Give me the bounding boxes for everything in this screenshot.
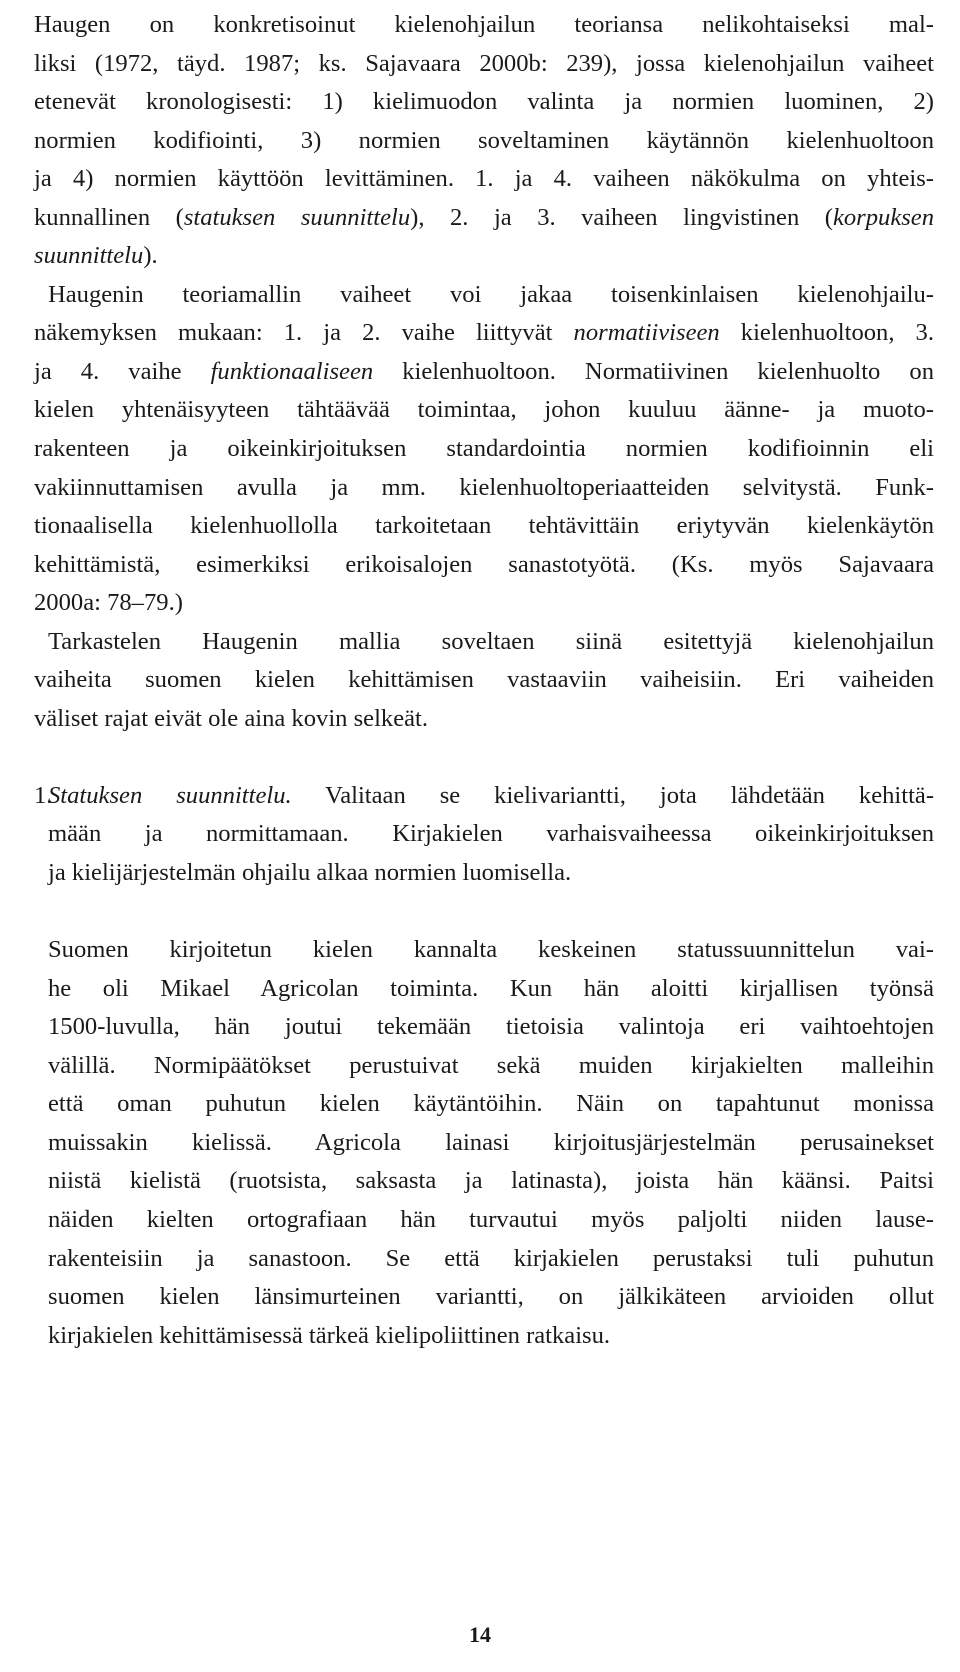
text-line: Suomen kirjoitetun kielen kannalta keskeinen statussuunnittelun vai- — [48, 936, 934, 964]
text-line — [34, 199, 934, 238]
text-line: 1500-luvulla, hän joutui tekemään tietoisia valintoja eri vaihtoehtojen — [48, 1013, 934, 1041]
italic-term: suunnittelu — [34, 242, 144, 270]
text-line: mään ja normittamaan. Kirjakielen varhaisvaiheessa oikeinkirjoituksen — [48, 820, 934, 848]
italic-term: normatiiviseen — [573, 319, 720, 347]
text-line: normien kodifiointi, 3) normien soveltaminen käytännön kielenhuoltoon — [34, 126, 934, 154]
text-line: rakenteisiin ja sanastoon. Se että kirjakielen perustaksi tuli puhutun — [48, 1244, 934, 1272]
text-line: muissakin kielissä. Agricola lainasi kirjoitusjärjestelmän perusainekset — [48, 1128, 934, 1156]
text-run: ). — [143, 242, 158, 270]
text-line: suomen kielen länsimurteinen variantti, on jälkikäteen arvioiden ollut — [48, 1283, 934, 1311]
text-line: väliset rajat eivät ole aina kovin selkeät. — [34, 704, 429, 732]
text-run: ), 2. ja 3. vaiheen lingvistinen ( — [410, 203, 833, 231]
text-line — [34, 353, 934, 392]
text-line: liksi (1972, täyd. 1987; ks. Sajavaara 2000b: 239), jossa kielenohjailun vaiheet — [34, 49, 934, 77]
text-line: niistä kielistä (ruotsista, saksasta ja latinasta), joista hän käänsi. Paitsi — [48, 1167, 934, 1195]
italic-term: korpuksen — [832, 203, 935, 231]
text-line: Haugen on konkretisoinut kielenohjailun teoriansa nelikohtaiseksi mal- — [34, 11, 934, 38]
text-run: ja 4. vaihe — [34, 357, 211, 385]
italic-term: statuksen suunnittelu — [183, 203, 411, 231]
paragraph-normative-functional — [34, 276, 934, 623]
blank-line — [34, 893, 934, 932]
text-line: 2000a: 78–79.) — [34, 589, 183, 617]
text-line: he oli Mikael Agricolan toiminta. Kun hän aloitti kirjallisen työnsä — [48, 974, 934, 1002]
text-line: etenevät kronologisesti: 1) kielimuodon valinta ja normien luominen, 2) — [34, 88, 934, 116]
page-body — [34, 6, 934, 1355]
paragraph-haugen-model — [34, 6, 934, 276]
paragraph-application — [34, 623, 934, 739]
text-line: Tarkastelen Haugenin mallia soveltaen siinä esitettyjä kielenohjailun — [48, 627, 934, 655]
italic-term: funktionaaliseen — [210, 357, 374, 385]
text-run: Valitaan se kielivariantti, jota lähdetään kehittä- — [291, 781, 935, 809]
text-run: kunnallinen ( — [34, 203, 184, 231]
text-line: että oman puhutun kielen käytäntöihin. Näin on tapahtunut monissa — [48, 1090, 934, 1118]
text-line: välillä. Normipäätökset perustuivat sekä muiden kirjakielten malleihin — [48, 1051, 934, 1079]
blank-line — [34, 738, 934, 777]
text-line: vaiheita suomen kielen kehittämisen vastaaviin vaiheisiin. Eri vaiheiden — [34, 666, 934, 694]
text-line — [34, 314, 934, 353]
text-line: kirjakielen kehittämisessä tärkeä kielipoliittinen ratkaisu. — [48, 1321, 611, 1349]
paragraph-agricola — [34, 931, 934, 1355]
text-line — [34, 777, 934, 816]
text-line: kehittämistä, esimerkiksi erikoisalojen sanastotyötä. (Ks. myös Sajavaara — [34, 550, 934, 578]
text-line: ja kielijärjestelmän ohjailu alkaa normien luomisella. — [48, 859, 572, 887]
italic-term: Statuksen suunnittelu. — [48, 781, 292, 809]
text-run: näkemyksen mukaan: 1. ja 2. vaihe liittyvät — [34, 319, 574, 347]
list-number: 1. — [34, 781, 53, 809]
text-line: rakenteen ja oikeinkirjoituksen standardointia normien kodifioinnin eli — [34, 435, 934, 463]
text-line: Haugenin teoriamallin vaiheet voi jakaa toisenkinlaisen kielenohjailu- — [48, 280, 934, 308]
list-item — [34, 777, 934, 893]
text-line: kielen yhtenäisyyteen tähtäävää toimintaa, johon kuuluu äänne- ja muoto- — [34, 396, 934, 424]
text-line — [34, 237, 934, 276]
text-run: kielenhuoltoon, 3. — [719, 319, 934, 347]
text-line: vakiinnuttamisen avulla ja mm. kielenhuoltoperiaatteiden selvitystä. Funk- — [34, 473, 934, 501]
text-line: tionaalisella kielenhuollolla tarkoitetaan tehtävittäin eriytyvän kielenkäytön — [34, 512, 934, 540]
page-number: 14 — [469, 1622, 491, 1647]
text-line: näiden kielten ortografiaan hän turvautui myös paljolti niiden lause- — [48, 1205, 934, 1233]
text-run: kielenhuoltoon. Normatiivinen kielenhuolto on — [373, 357, 934, 385]
text-line: ja 4) normien käyttöön levittäminen. 1. ja 4. vaiheen näkökulma on yhteis- — [34, 165, 934, 193]
